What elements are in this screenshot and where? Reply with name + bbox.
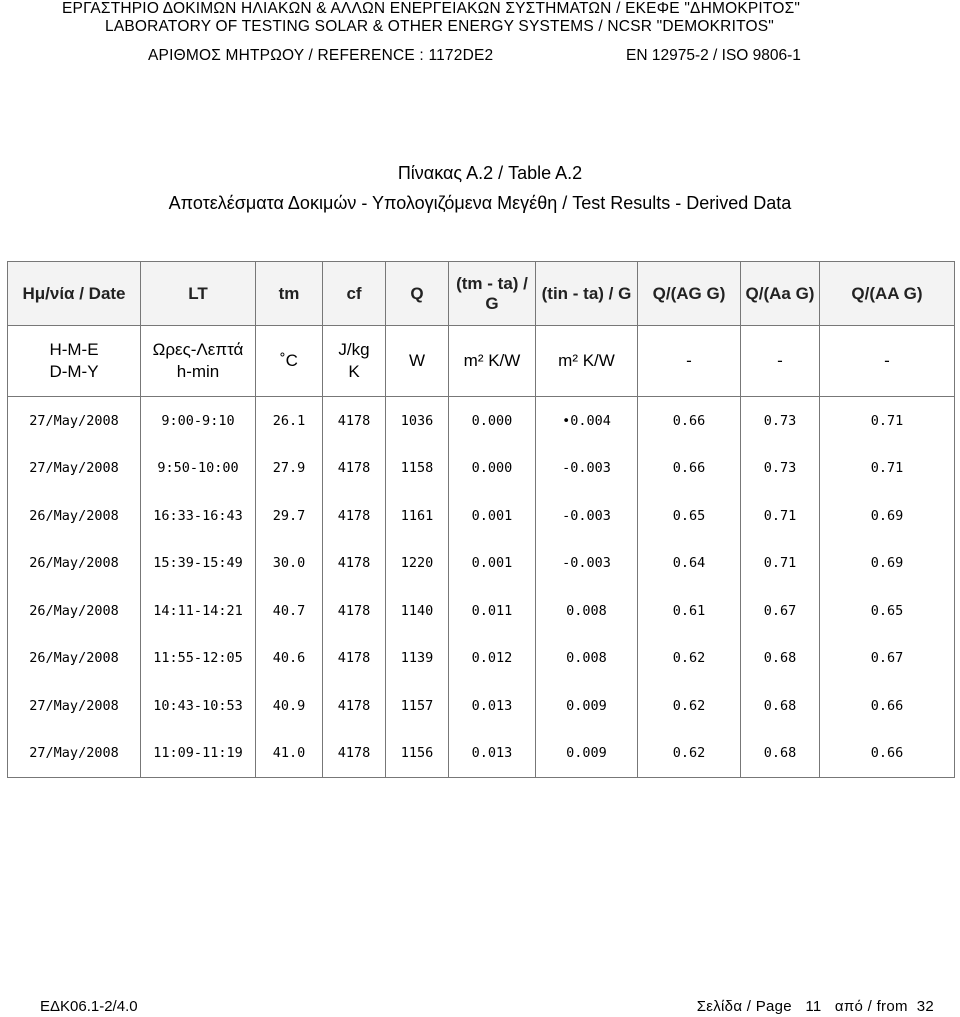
table-cell: 1161 — [386, 492, 449, 540]
table-cell: 0.66 — [820, 730, 955, 778]
table-cell: 0.71 — [820, 397, 955, 445]
table-cell: 0.001 — [449, 492, 536, 540]
table-cell: 27/May/2008 — [8, 445, 141, 493]
table-cell: 0.67 — [820, 635, 955, 683]
table-row — [8, 397, 955, 445]
table-cell: 26/May/2008 — [8, 587, 141, 635]
table-row — [8, 730, 955, 778]
symbol-header-8: Q/(Aa G) — [741, 262, 820, 326]
table-cell: 40.9 — [256, 682, 323, 730]
lab-name-english: LABORATORY OF TESTING SOLAR & OTHER ENERGY SYSTEMS / NCSR "DEMOKRITOS" — [105, 18, 774, 35]
symbol-header-row — [8, 262, 955, 326]
table-cell: 0.001 — [449, 540, 536, 588]
table-row — [8, 540, 955, 588]
symbol-header-2: tm — [256, 262, 323, 326]
symbol-header-6: (tin - ta) / G — [536, 262, 638, 326]
table-cell: 0.62 — [638, 635, 741, 683]
table-cell: 0.71 — [741, 492, 820, 540]
table-cell: 4178 — [323, 492, 386, 540]
table-row — [8, 587, 955, 635]
table-row — [8, 445, 955, 493]
table-cell: 0.000 — [449, 445, 536, 493]
unit-header-4 — [386, 326, 449, 397]
symbol-header-5: (tm - ta) / G — [449, 262, 536, 326]
table-cell: 27/May/2008 — [8, 397, 141, 445]
symbol-header-1: LT — [141, 262, 256, 326]
table-cell: 0.66 — [638, 445, 741, 493]
table-cell: 29.7 — [256, 492, 323, 540]
table-cell: 40.7 — [256, 587, 323, 635]
page-number: Σελίδα / Page 11 από / from 32 — [696, 998, 934, 1015]
table-cell: 0.013 — [449, 682, 536, 730]
unit-header-row — [8, 326, 955, 397]
table-cell: 0.000 — [449, 397, 536, 445]
table-cell: 0.68 — [741, 635, 820, 683]
table-cell: 30.0 — [256, 540, 323, 588]
document-title — [0, 158, 960, 218]
table-cell: 1157 — [386, 682, 449, 730]
table-cell: 0.009 — [536, 730, 638, 778]
table-cell: 4178 — [323, 397, 386, 445]
standard-reference: EN 12975-2 / ISO 9806-1 — [626, 47, 801, 64]
table-cell: -0.003 — [536, 492, 638, 540]
unit-header-1 — [141, 326, 256, 397]
unit-line: K — [348, 362, 360, 381]
table-cell: 0.012 — [449, 635, 536, 683]
table-cell: 0.67 — [741, 587, 820, 635]
unit-line: W — [408, 351, 426, 370]
table-cell: 4178 — [323, 635, 386, 683]
table-cell: 27/May/2008 — [8, 682, 141, 730]
table-cell: 9:50-10:00 — [141, 445, 256, 493]
table-cell: 4178 — [323, 682, 386, 730]
table-subtitle: Αποτελέσματα Δοκιμών - Υπολογιζόμενα Μεγέθη / Test Results - Derived Data — [168, 193, 792, 213]
table-row — [8, 492, 955, 540]
table-cell: 1156 — [386, 730, 449, 778]
table-cell: 10:43-10:53 — [141, 682, 256, 730]
table-cell: 9:00-9:10 — [141, 397, 256, 445]
table-cell: 0.64 — [638, 540, 741, 588]
table-cell: 4178 — [323, 540, 386, 588]
table-cell: 0.011 — [449, 587, 536, 635]
unit-line: H-M-E — [49, 340, 99, 359]
table-cell: 4178 — [323, 445, 386, 493]
table-cell: 0.013 — [449, 730, 536, 778]
table-cell: 40.6 — [256, 635, 323, 683]
unit-line: Ωρες-Λεπτά — [152, 340, 244, 359]
table-cell: 0.65 — [820, 587, 955, 635]
table-cell: 0.73 — [741, 445, 820, 493]
table-cell: -0.003 — [536, 540, 638, 588]
table-row — [8, 682, 955, 730]
table-cell: 1158 — [386, 445, 449, 493]
table-cell: 41.0 — [256, 730, 323, 778]
table-cell: -0.003 — [536, 445, 638, 493]
unit-header-0 — [8, 326, 141, 397]
unit-line: m² K/W — [558, 351, 615, 370]
symbol-header-3: cf — [323, 262, 386, 326]
unit-header-5 — [449, 326, 536, 397]
unit-line: J/kg — [338, 340, 370, 359]
table-cell: 4178 — [323, 587, 386, 635]
table-cell: •0.004 — [536, 397, 638, 445]
unit-header-2 — [256, 326, 323, 397]
unit-line: h-min — [176, 362, 220, 381]
unit-header-8 — [741, 326, 820, 397]
table-cell: 0.69 — [820, 540, 955, 588]
unit-line: m² K/W — [463, 351, 521, 370]
table-cell: 0.71 — [820, 445, 955, 493]
table-title: Πίνακας Α.2 / Table A.2 — [397, 163, 583, 183]
symbol-header-0: Ημ/νία / Date — [8, 262, 141, 326]
table-cell: 0.008 — [536, 587, 638, 635]
unit-line: - — [686, 351, 692, 370]
table-cell: 16:33-16:43 — [141, 492, 256, 540]
table-cell: 1036 — [386, 397, 449, 445]
table-cell: 0.61 — [638, 587, 741, 635]
table-cell: 26/May/2008 — [8, 540, 141, 588]
table-cell: 0.73 — [741, 397, 820, 445]
results-table — [7, 261, 955, 778]
table-cell: 14:11-14:21 — [141, 587, 256, 635]
table-row — [8, 635, 955, 683]
table-cell: 0.65 — [638, 492, 741, 540]
unit-header-9 — [820, 326, 955, 397]
table-cell: 27/May/2008 — [8, 730, 141, 778]
table-cell: 0.66 — [820, 682, 955, 730]
table-cell: 15:39-15:49 — [141, 540, 256, 588]
table-cell: 0.62 — [638, 682, 741, 730]
document-code: ΕΔΚ06.1-2/4.0 — [40, 998, 138, 1015]
table-cell: 11:55-12:05 — [141, 635, 256, 683]
table-cell: 26/May/2008 — [8, 492, 141, 540]
table-cell: 11:09-11:19 — [141, 730, 256, 778]
symbol-header-4: Q — [386, 262, 449, 326]
table-cell: 4178 — [323, 730, 386, 778]
unit-line: - — [884, 351, 890, 370]
table-cell: 0.62 — [638, 730, 741, 778]
reference-number: ΑΡΙΘΜΟΣ ΜΗΤΡΩΟΥ / REFERENCE : 1172DE2 — [148, 47, 494, 64]
unit-header-7 — [638, 326, 741, 397]
table-cell: 0.66 — [638, 397, 741, 445]
table-body — [8, 397, 955, 778]
table-cell: 0.68 — [741, 682, 820, 730]
table-cell: 0.008 — [536, 635, 638, 683]
table-cell: 0.69 — [820, 492, 955, 540]
unit-line: ˚C — [280, 351, 298, 370]
table-cell: 0.68 — [741, 730, 820, 778]
unit-header-6 — [536, 326, 638, 397]
unit-line: - — [777, 351, 783, 370]
table-cell: 27.9 — [256, 445, 323, 493]
table-cell: 1140 — [386, 587, 449, 635]
unit-header-3 — [323, 326, 386, 397]
lab-name-greek: ΕΡΓΑΣΤΗΡΙΟ ΔΟΚΙΜΩΝ ΗΛΙΑΚΩΝ & ΑΛΛΩΝ ΕΝΕΡΓΕΙΑΚΩΝ ΣΥΣΤΗΜΑΤΩΝ / ΕΚΕΦΕ "ΔΗΜΟΚΡΙΤΟΣ" — [62, 0, 801, 17]
unit-line: D-M-Y — [49, 362, 99, 381]
table-cell: 1220 — [386, 540, 449, 588]
symbol-header-7: Q/(AG G) — [638, 262, 741, 326]
table-cell: 0.71 — [741, 540, 820, 588]
table-cell: 26/May/2008 — [8, 635, 141, 683]
table-cell: 1139 — [386, 635, 449, 683]
table-cell: 26.1 — [256, 397, 323, 445]
symbol-header-9: Q/(AA G) — [820, 262, 955, 326]
table-cell: 0.009 — [536, 682, 638, 730]
